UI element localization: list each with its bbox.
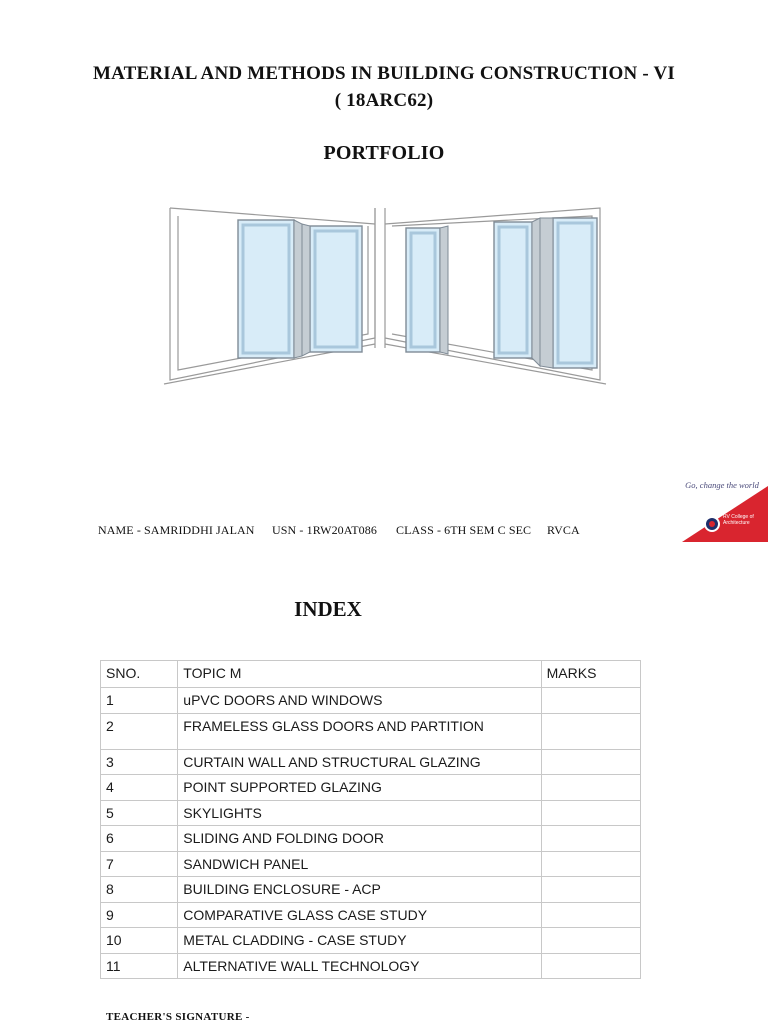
document-title: MATERIAL AND METHODS IN BUILDING CONSTRUCTION - VI	[92, 63, 676, 84]
portfolio-heading: PORTFOLIO	[323, 142, 445, 164]
teacher-signature-label: TEACHER'S SIGNATURE -	[106, 1011, 250, 1023]
table-row	[101, 713, 641, 749]
row-sno: 8	[101, 877, 178, 903]
row-sno: 4	[101, 775, 178, 801]
student-class: CLASS - 6TH SEM C SEC	[396, 523, 532, 537]
row-sno: 2	[101, 713, 178, 749]
row-topic: METAL CLADDING - CASE STUDY	[178, 928, 541, 954]
index-heading: INDEX	[294, 597, 362, 621]
row-topic: COMPARATIVE GLASS CASE STUDY	[178, 902, 541, 928]
table-row	[101, 902, 641, 928]
row-topic: BUILDING ENCLOSURE - ACP	[178, 877, 541, 903]
row-sno: 7	[101, 851, 178, 877]
student-usn: USN - 1RW20AT086	[272, 523, 377, 537]
table-row	[101, 775, 641, 801]
row-topic: SLIDING AND FOLDING DOOR	[178, 826, 541, 852]
table-row	[101, 800, 641, 826]
course-code: ( 18ARC62)	[334, 90, 434, 111]
row-marks	[541, 826, 640, 852]
column-header-topic: TOPIC M	[178, 661, 541, 688]
row-marks	[541, 928, 640, 954]
college-code: RVCA	[547, 523, 580, 537]
table-row	[101, 749, 641, 775]
row-topic: SKYLIGHTS	[178, 800, 541, 826]
column-header-marks: MARKS	[541, 661, 640, 688]
row-marks	[541, 749, 640, 775]
folding-door-illustration	[160, 198, 610, 388]
row-sno: 11	[101, 953, 178, 979]
row-topic: FRAMELESS GLASS DOORS AND PARTITION	[178, 713, 541, 749]
student-name: NAME - SAMRIDDHI JALAN	[98, 523, 255, 537]
row-sno: 3	[101, 749, 178, 775]
logo-tagline: Go, change the world	[685, 480, 759, 490]
table-row	[101, 851, 641, 877]
row-marks	[541, 877, 640, 903]
table-header-row	[101, 661, 641, 688]
logo-label: RV College of Architecture	[723, 514, 754, 526]
column-header-sno: SNO.	[101, 661, 178, 688]
row-sno: 5	[101, 800, 178, 826]
row-marks	[541, 800, 640, 826]
table-row	[101, 877, 641, 903]
table-row	[101, 953, 641, 979]
row-sno: 6	[101, 826, 178, 852]
row-sno: 1	[101, 688, 178, 714]
row-topic: POINT SUPPORTED GLAZING	[178, 775, 541, 801]
table-row	[101, 928, 641, 954]
table-row	[101, 826, 641, 852]
row-marks	[541, 688, 640, 714]
index-table	[100, 660, 641, 979]
row-topic: SANDWICH PANEL	[178, 851, 541, 877]
table-row	[101, 688, 641, 714]
row-topic: uPVC DOORS AND WINDOWS	[178, 688, 541, 714]
row-topic: CURTAIN WALL AND STRUCTURAL GLAZING	[178, 749, 541, 775]
row-topic: ALTERNATIVE WALL TECHNOLOGY	[178, 953, 541, 979]
row-marks	[541, 775, 640, 801]
row-marks	[541, 851, 640, 877]
row-marks	[541, 713, 640, 749]
row-sno: 10	[101, 928, 178, 954]
row-marks	[541, 953, 640, 979]
row-marks	[541, 902, 640, 928]
row-sno: 9	[101, 902, 178, 928]
